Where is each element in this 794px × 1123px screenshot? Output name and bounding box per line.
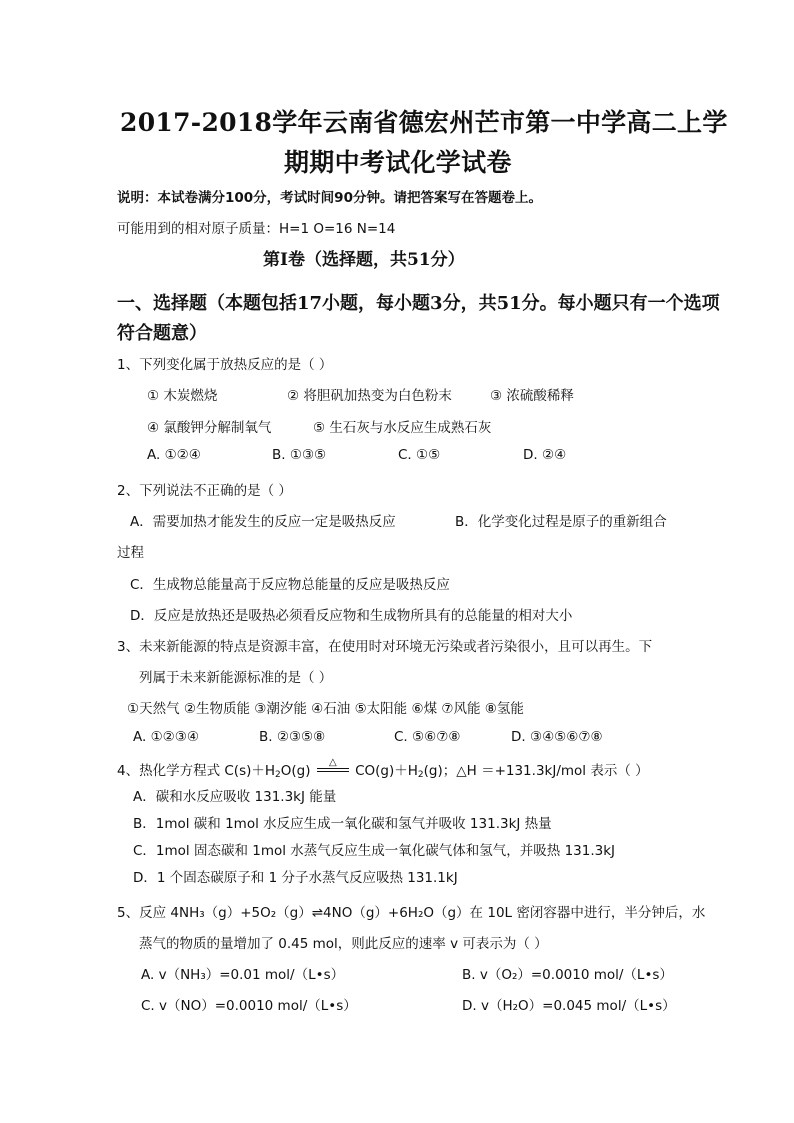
question-4-stem	[117, 759, 649, 780]
question-1-option-c: C. ①⑤	[398, 447, 441, 463]
question-1-item: ⑤ 生石灰与水反应生成熟石灰	[313, 420, 492, 436]
question-2-option-a: A．需要加热才能发生的反应一定是吸热反应	[130, 514, 396, 530]
question-5-option-d: D. v（H₂O）=0.045 mol/（L•s）	[462, 998, 676, 1014]
question-4-stem-suffix: (g)；△H ＝+131.3kJ/mol 表示（ ）	[423, 763, 649, 779]
question-2-option-b: B．化学变化过程是原子的重新组合	[455, 514, 667, 530]
exam-title-line1: 2017-2018学年云南省德宏州芒市第一中学高二上学	[120, 108, 728, 137]
question-5-stem-line2: 蒸气的物质的量增加了 0.45 mol，则此反应的速率 v 可表示为（ ）	[139, 936, 548, 952]
subscript: 2	[417, 770, 424, 780]
question-3-option-c: C. ⑤⑥⑦⑧	[394, 729, 461, 745]
question-1-item: ② 将胆矾加热变为白色粉末	[287, 388, 452, 404]
question-3-option-b: B. ②③⑤⑧	[259, 729, 326, 745]
question-4-stem-prefix: 4、热化学方程式 C(s)＋H	[117, 763, 276, 779]
question-4-stem-mid1: O(g)	[280, 763, 311, 779]
question-5-option-c: C. v（NO）=0.0010 mol/（L•s）	[141, 998, 357, 1014]
question-3-option-a: A. ①②③④	[133, 729, 199, 745]
exam-title-line2: 期期中考试化学试卷	[284, 148, 512, 177]
question-1-item: ④ 氯酸钾分解制氧气	[147, 420, 272, 436]
atomic-mass-note: 可能用到的相对原子质量：H=1 O=16 N=14	[117, 221, 396, 237]
equilibrium-line-icon	[316, 767, 350, 773]
question-4-option-c: C．1mol 固态碳和 1mol 水蒸气反应生成一氧化碳气体和氢气，并吸热 131.3kJ	[133, 843, 616, 859]
question-4-option-b: B．1mol 碳和 1mol 水反应生成一氧化碳和氢气并吸收 131.3kJ 热量	[133, 816, 552, 832]
question-1-option-b: B. ①③⑤	[272, 447, 327, 463]
question-3-option-d: D. ③④⑤⑥⑦⑧	[511, 729, 603, 745]
question-5-option-a: A. v（NH₃）=0.01 mol/（L•s）	[141, 967, 345, 983]
question-4-option-d: D．1 个固态碳原子和 1 分子水蒸气反应吸热 131.1kJ	[133, 870, 458, 886]
exam-description: 说明：本试卷满分100分，考试时间90分钟。请把答案写在答题卷上。	[117, 190, 542, 206]
question-1-stem: 1、下列变化属于放热反应的是（ ）	[117, 357, 333, 373]
question-1-option-a: A. ①②④	[147, 447, 201, 463]
subscript: 2	[275, 770, 281, 780]
question-4-stem-mid2: CO(g)＋H	[355, 763, 418, 779]
section-title-line2: 符合题意）	[117, 323, 207, 344]
question-1-option-d: D. ②④	[523, 447, 567, 463]
question-3-stem-line2: 列属于未来新能源标准的是（ ）	[139, 670, 333, 686]
question-3-items: ①天然气 ②生物质能 ③潮汐能 ④石油 ⑤太阳能 ⑥煤 ⑦风能 ⑧氢能	[127, 701, 524, 717]
question-1-item: ① 木炭燃烧	[147, 388, 218, 404]
question-2-stem: 2、下列说法不正确的是（ ）	[117, 483, 292, 499]
part-one-title: 第Ⅰ卷（选择题，共51分）	[263, 250, 465, 270]
section-title-line1: 一、选择题（本题包括17小题，每小题3分，共51分。每小题只有一个选项	[117, 293, 720, 314]
question-3-stem-line1: 3、未来新能源的特点是资源丰富，在使用时对环境无污染或者污染很小，且可以再生。下	[117, 639, 653, 655]
question-1-item: ③ 浓硫酸稀释	[490, 388, 574, 404]
question-2-option-d: D．反应是放热还是吸热必须看反应物和生成物所具有的总能量的相对大小	[130, 608, 573, 624]
question-4-option-a: A．碳和水反应吸收 131.3kJ 能量	[133, 789, 337, 805]
question-2-option-b-cont: 过程	[117, 545, 144, 561]
heat-symbol: △	[328, 757, 337, 768]
question-2-option-c: C．生成物总能量高于反应物总能量的反应是吸热反应	[130, 577, 450, 593]
reaction-arrow	[315, 759, 351, 775]
question-5-option-b: B. v（O₂）=0.0010 mol/（L•s）	[462, 967, 673, 983]
question-5-stem-line1: 5、反应 4NH₃（g）+5O₂（g）⇌4NO（g）+6H₂O（g）在 10L 密闭容器中进行，半分钟后，水	[117, 905, 706, 921]
